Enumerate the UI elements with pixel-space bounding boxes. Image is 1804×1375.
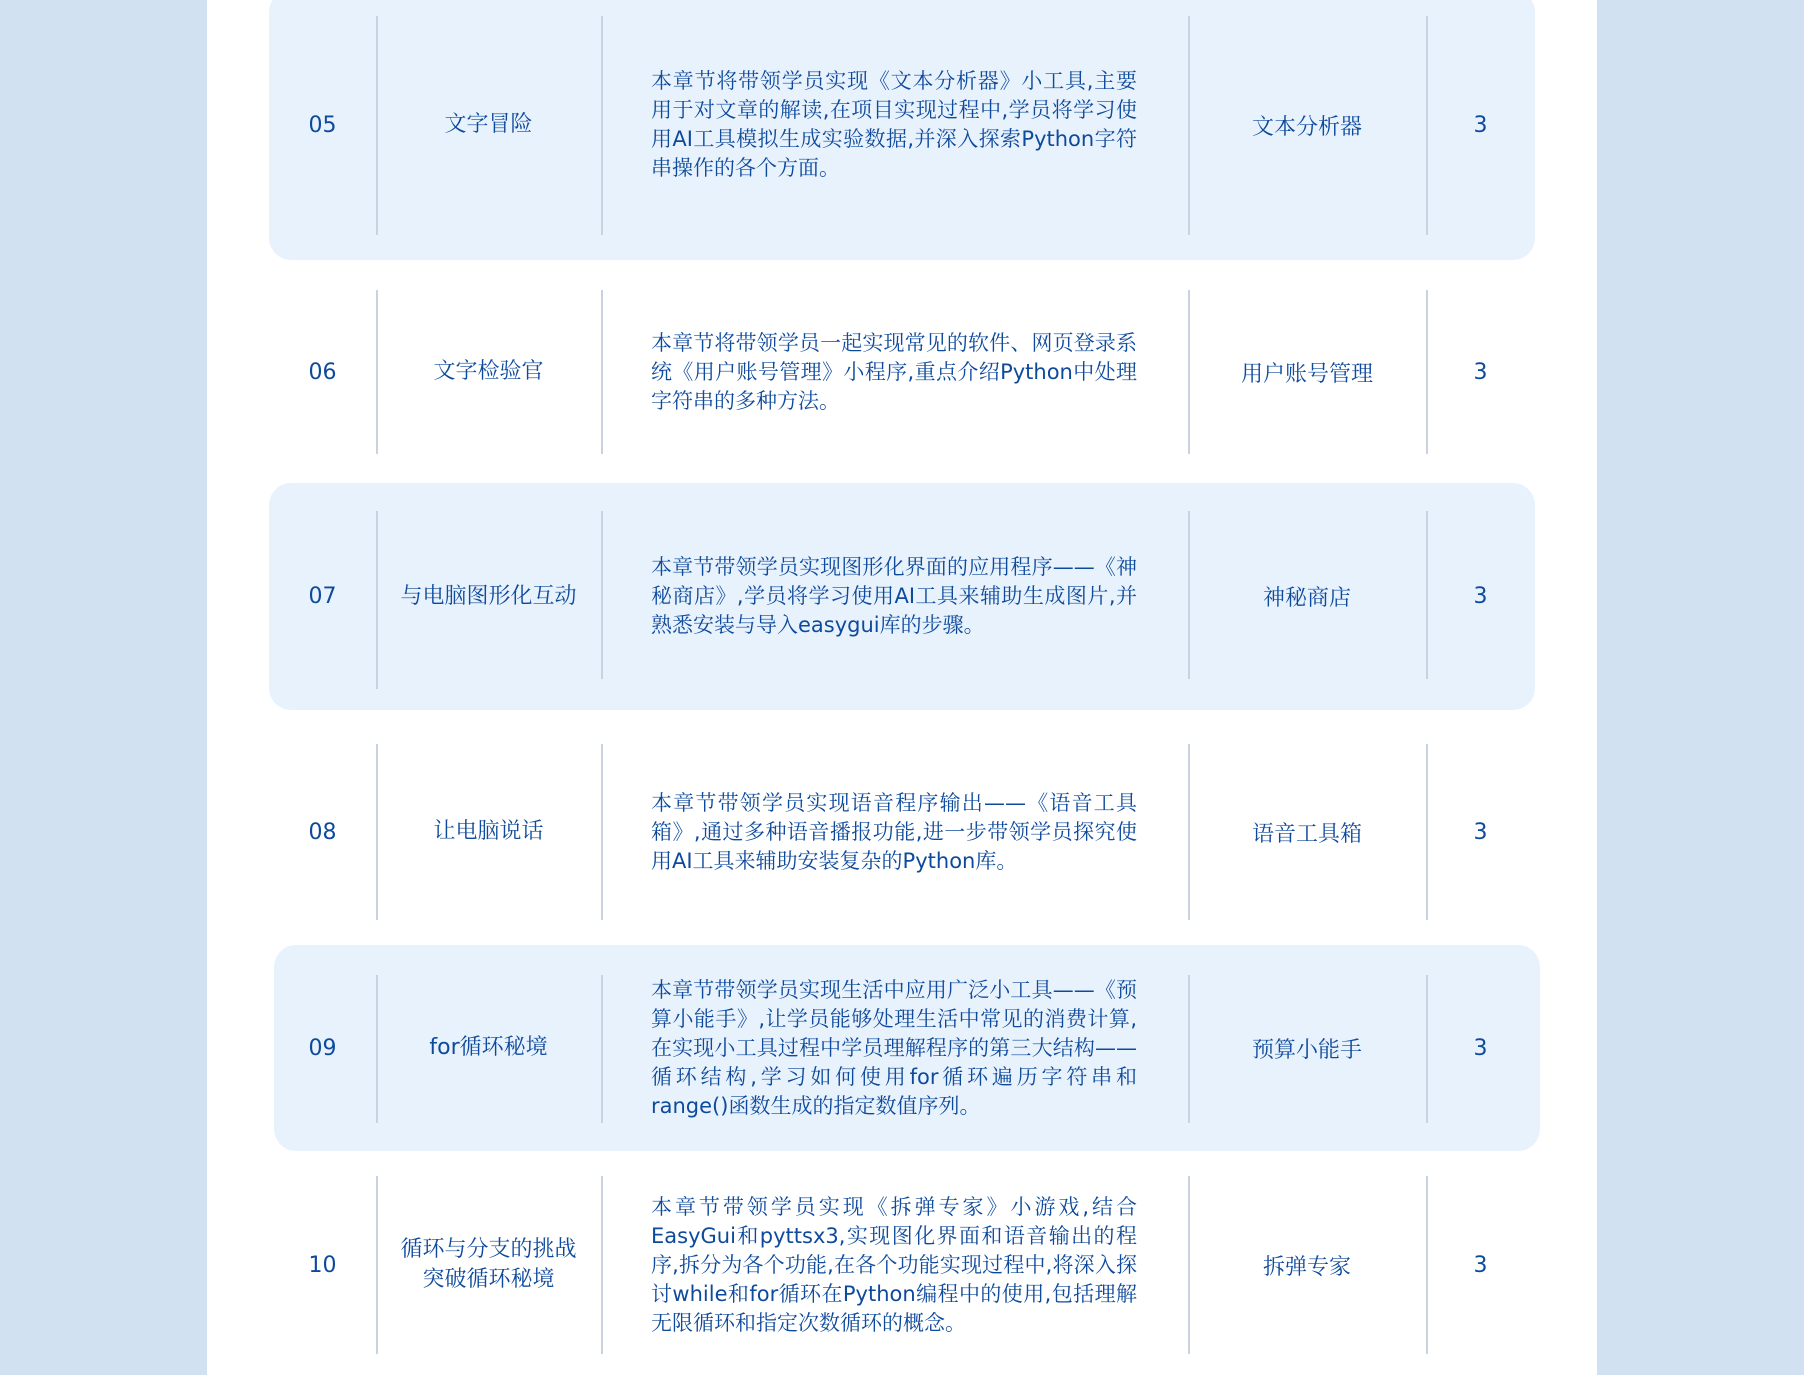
chapter-project: 预算小能手: [1251, 1037, 1362, 1063]
table-row: [269, 483, 1535, 710]
chapter-number: 09: [308, 1035, 337, 1061]
chapter-project: 拆弹专家: [1262, 1254, 1351, 1280]
chapter-name-line: 循环与分支的挑战: [400, 1237, 577, 1262]
chapter-number: 05: [308, 112, 337, 138]
course-table-page: [207, 0, 1597, 1375]
chapter-description-text: 本章节将带领学员一起实现常见的软件、网页登录系统《用户账号管理》小程序,重点介绍Python中处理字符串的多种方法。: [651, 330, 1137, 413]
chapter-project: 神秘商店: [1262, 586, 1351, 611]
chapter-number: 08: [308, 819, 337, 845]
chapter-description: [601, 483, 1188, 710]
chapter-hours: 3: [1473, 1035, 1488, 1061]
chapter-description-text: 本章节将带领学员实现《文本分析器》小工具,主要用于对文章的解读,在项目实现过程中,学员将学习使用AI工具模拟生成实验数据,并深入探索Python字符串操作的各个方面。: [651, 69, 1137, 180]
chapter-description-text: 本章节带领学员实现语音程序输出——《语音工具箱》,通过多种语音播报功能,进一步带领学员探究使用AI工具来辅助安装复杂的Python库。: [651, 790, 1137, 873]
chapter-hours: 3: [1473, 359, 1488, 385]
chapter-name: [376, 1176, 601, 1354]
chapter-description: [601, 945, 1188, 1151]
chapter-name: 文字冒险: [444, 112, 533, 137]
chapter-name-line: 突破循环秘境: [422, 1267, 555, 1292]
chapter-description-text: 本章节带领学员实现《拆弹专家》小游戏,结合EasyGui和pyttsx3,实现图化界面和语音输出的程序,拆分为各个功能,在各个功能实现过程中,将深入探讨while和for循环在Python编程中的使用,包括理解无限循环和指定次数循环的概念。: [651, 1194, 1137, 1335]
chapter-name: for循环秘境: [429, 1035, 548, 1060]
chapter-number: 07: [308, 584, 337, 609]
chapter-hours: 3: [1473, 112, 1488, 138]
chapter-description: [601, 744, 1188, 920]
chapter-number: 06: [308, 359, 337, 385]
chapter-description: [601, 1176, 1188, 1354]
table-row: [274, 945, 1540, 1151]
chapter-description-text: 本章节带领学员实现图形化界面的应用程序——《神秘商店》,学员将学习使用AI工具来辅助生成图片,并熟悉安装与导入easygui库的步骤。: [651, 555, 1137, 637]
chapter-name: 文字检验官: [433, 359, 544, 384]
chapter-project: 语音工具箱: [1251, 821, 1362, 847]
chapter-hours: 3: [1473, 584, 1488, 609]
chapter-number: 10: [308, 1252, 337, 1278]
chapter-project: 文本分析器: [1251, 114, 1362, 140]
chapter-description: [601, 0, 1188, 260]
table-row: [269, 290, 1535, 454]
chapter-name: 与电脑图形化互动: [400, 583, 577, 609]
chapter-description: [601, 290, 1188, 454]
table-row: [269, 1176, 1535, 1354]
chapter-description-text: 本章节带领学员实现生活中应用广泛小工具——《预算小能手》,让学员能够处理生活中常见的消费计算,在实现小工具过程中学员理解程序的第三大结构——循环结构,学习如何使用for循环遍历字符串和range()函数生成的指定数值序列。: [651, 977, 1137, 1118]
table-row: [269, 744, 1535, 920]
table-row: [269, 0, 1535, 260]
chapter-hours: 3: [1473, 1252, 1488, 1278]
chapter-hours: 3: [1473, 819, 1488, 845]
chapter-name: 让电脑说话: [433, 819, 544, 844]
chapter-project: 用户账号管理: [1240, 361, 1373, 387]
